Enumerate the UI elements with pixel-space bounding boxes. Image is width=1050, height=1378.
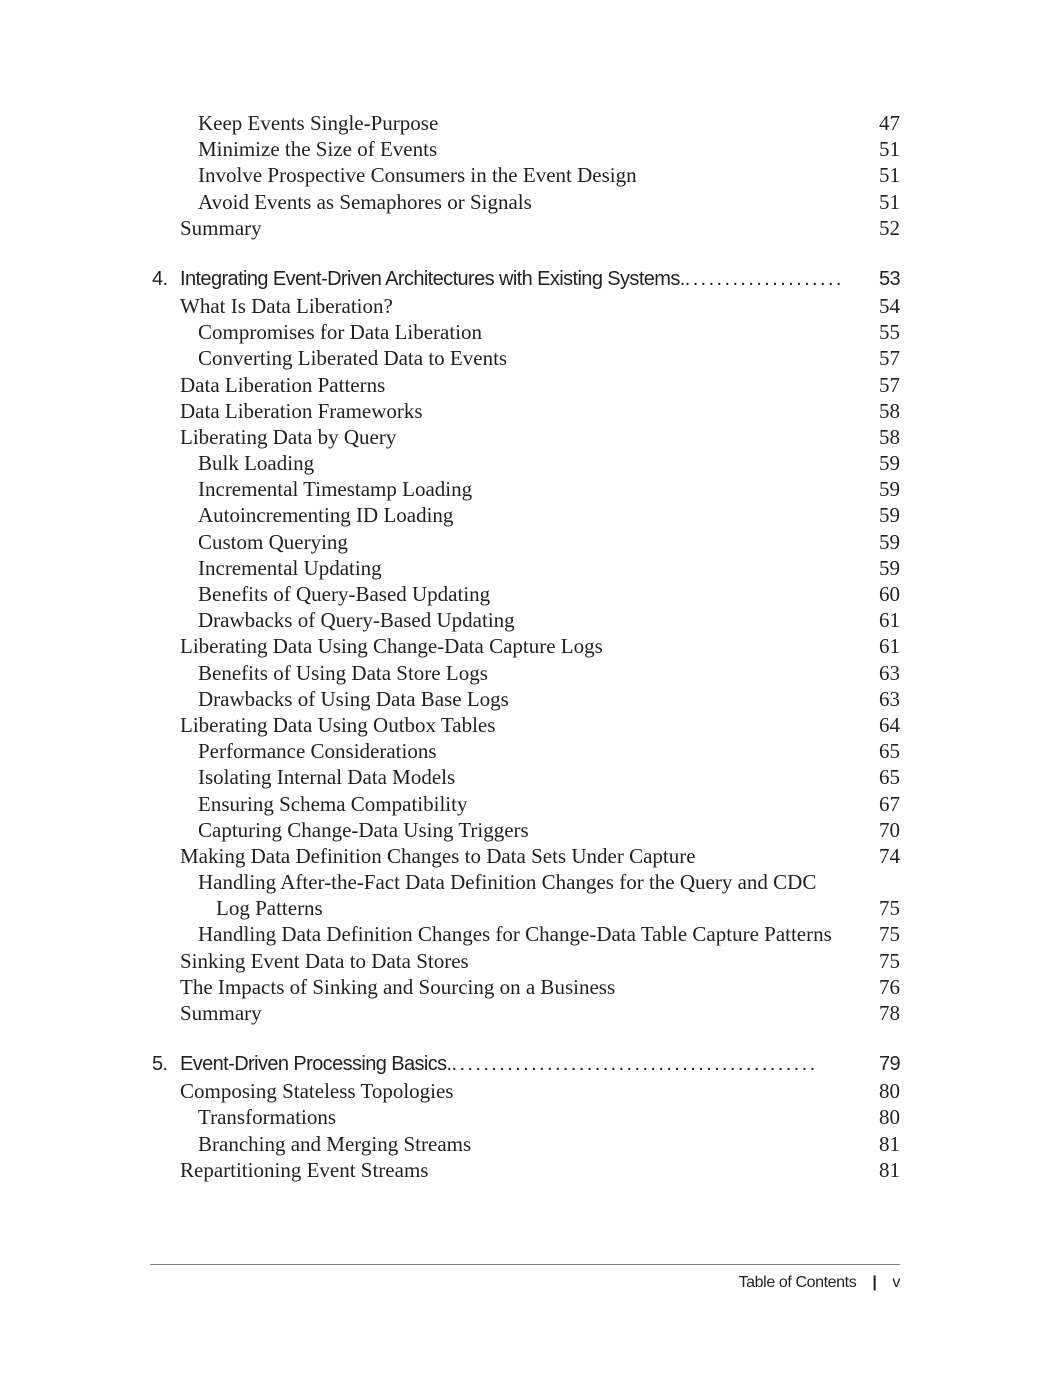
chapter-title-text: Integrating Event-Driven Architectures with Existing Systems. [180, 267, 685, 290]
toc-subsection-entry[interactable] [150, 581, 900, 607]
chapter-title [180, 265, 864, 293]
toc-entry-title [198, 581, 490, 607]
toc-entry-title [180, 712, 495, 738]
toc-entry-title [180, 1078, 453, 1104]
toc-entry-title-text: Isolating Internal Data Models [198, 765, 456, 790]
chapter-dot-leader: .................... [684, 267, 844, 290]
toc-chapter-block [150, 265, 900, 1026]
toc-entry-title [198, 319, 482, 345]
toc-entry-title-text: Ensuring Schema Compatibility [198, 791, 468, 816]
toc-entry-title-text: Capturing Change-Data Using Triggers [198, 817, 529, 842]
toc-entry-page-number: 47 [879, 111, 900, 135]
toc-entry-title [198, 921, 832, 947]
toc-entry-title-text: Benefits of Query-Based Updating [198, 582, 491, 606]
toc-entry-page-number: 58 [879, 424, 900, 449]
toc-entry-title-text: The Impacts of Sinking and Sourcing on a Business [180, 974, 616, 999]
toc-entry-page-number: 76 [879, 974, 900, 999]
toc-subsection-entry[interactable] [150, 162, 900, 188]
toc-subsection-entry[interactable] [150, 607, 900, 633]
toc-section-entry[interactable] [150, 1000, 900, 1026]
toc-entry-title [198, 555, 382, 581]
toc-entry-page-number: 51 [879, 189, 900, 214]
toc-entry-title-text: Branching and Merging Streams [198, 1131, 472, 1156]
toc-entry-title [198, 764, 455, 790]
toc-entry-title [180, 1157, 428, 1183]
toc-entry-page-number: 57 [879, 346, 900, 371]
toc-continued-entries [150, 110, 900, 241]
toc-section-entry[interactable] [150, 424, 900, 450]
toc-entry-page-number: 61 [879, 608, 900, 633]
toc-entry-title [198, 660, 488, 686]
toc-entry-title [198, 136, 437, 162]
toc-entry-title-text: Data Liberation Patterns [180, 372, 386, 397]
toc-entry-title-text: Data Liberation Frameworks [180, 398, 423, 423]
toc-section-entry[interactable] [150, 974, 900, 1000]
toc-entry-title-text: Drawbacks of Query-Based Updating [198, 608, 515, 633]
toc-entry-title-text: Sinking Event Data to Data Stores [180, 948, 469, 973]
toc-entry-page-number: 52 [879, 215, 900, 240]
toc-entry-page-number: 59 [879, 529, 900, 554]
toc-entry-title [198, 110, 438, 136]
toc-section-entry[interactable] [150, 398, 900, 424]
toc-entry-title [198, 791, 467, 817]
toc-entry-title-text: Drawbacks of Using Data Base Logs [198, 686, 509, 711]
toc-entry-title [180, 372, 385, 398]
toc-entry-title-text: Autoincrementing ID Loading [198, 503, 454, 528]
toc-entry-title-text: Incremental Updating [198, 555, 382, 580]
toc-entry-title [198, 817, 529, 843]
page-footer [739, 1271, 900, 1295]
toc-entry-title [198, 189, 532, 215]
toc-entry-title-text: Performance Considerations [198, 739, 437, 764]
toc-entry-title [198, 869, 816, 921]
toc-entry-title-text: What Is Data Liberation? [180, 293, 393, 318]
toc-entry-page-number: 51 [879, 137, 900, 162]
chapter-dot-leader: .............................................. [451, 1053, 818, 1076]
toc-entry-title-text: Incremental Timestamp Loading [198, 477, 473, 502]
toc-subsection-entry[interactable] [150, 476, 900, 502]
toc-entry-title-text: Making Data Definition Changes to Data Sets Under Capture [180, 843, 696, 868]
toc-entry-title-text: Custom Querying [198, 529, 348, 554]
toc-entry-page-number: 81 [879, 1131, 900, 1156]
toc-subsection-entry[interactable] [150, 319, 900, 345]
toc-entry-page-number: 67 [879, 791, 900, 816]
footer-separator: | [872, 1274, 877, 1291]
toc-section-entry[interactable] [150, 843, 900, 869]
toc-entry-title [198, 529, 348, 555]
toc-entry-title [180, 1000, 262, 1026]
toc-entry-page-number: 61 [879, 634, 900, 659]
toc-entry-title-text: Liberating Data Using Outbox Tables [180, 712, 496, 737]
toc-entry-page-number: 59 [879, 451, 900, 476]
toc-entry-page-number: 59 [879, 555, 900, 580]
toc-entry-title [198, 738, 437, 764]
toc-entry-title-text: Handling After-the-Fact Data Definition Changes for the Query and CDC [198, 870, 817, 895]
toc-entry-title-text: Summary [180, 215, 262, 240]
toc-entry-page-number: 57 [879, 372, 900, 397]
toc-entry-page-number: 51 [879, 163, 900, 188]
toc-entry-title [198, 1104, 336, 1130]
toc-entry-page-number: 75 [879, 948, 900, 973]
toc-entry-title-text: Keep Events Single-Purpose [198, 111, 439, 135]
toc-subsection-entry[interactable] [150, 869, 900, 921]
toc-section-entry[interactable] [150, 372, 900, 398]
toc-entry-title-text: Liberating Data Using Change-Data Capture Logs [180, 634, 603, 659]
toc-chapter-block [150, 1050, 900, 1183]
toc-entry-title [198, 162, 637, 188]
toc-entry-title [180, 293, 393, 319]
chapter-page-number: 53 [878, 267, 900, 290]
toc-entry-title [180, 633, 603, 659]
toc-section-entry[interactable] [150, 712, 900, 738]
toc-section-entry[interactable] [150, 215, 900, 241]
toc-subsection-entry[interactable] [150, 345, 900, 371]
toc-subsection-entry[interactable] [150, 686, 900, 712]
toc-entry-title-continuation: Log Patterns [216, 896, 323, 921]
toc-chapters [150, 265, 900, 1183]
toc-entry-page-number: 70 [879, 817, 900, 842]
toc-entry-title-text: Composing Stateless Topologies [180, 1079, 454, 1104]
toc-entry-title [198, 686, 509, 712]
toc-entry-title [180, 974, 615, 1000]
toc-entry-page-number: 75 [879, 922, 900, 947]
toc-entry-page-number: 59 [879, 503, 900, 528]
toc-entry-title [180, 215, 262, 241]
toc-subsection-entry[interactable] [150, 817, 900, 843]
toc-entry-title-text: Handling Data Definition Changes for Change-Data Table Capture Patterns [198, 922, 832, 947]
toc-section-entry[interactable] [150, 633, 900, 659]
toc-entry-title [198, 1131, 471, 1157]
footer-page-number: v [892, 1274, 900, 1291]
toc-entry-page-number: 65 [879, 765, 900, 790]
toc-entry-title-text: Minimize the Size of Events [198, 137, 438, 162]
toc-entry-page-number: 59 [879, 477, 900, 502]
toc-section-entry[interactable] [150, 293, 900, 319]
toc-entry-page-number: 60 [879, 582, 900, 606]
toc-entry-title-text: Involve Prospective Consumers in the Event Design [198, 163, 637, 188]
toc-entry-page-number: 80 [879, 1079, 900, 1104]
chapter-title-text: Event-Driven Processing Basics. [180, 1053, 452, 1076]
toc-subsection-entry[interactable] [150, 921, 900, 947]
toc-entry-title-text: Summary [180, 1001, 262, 1026]
toc-entry-title-text: Repartitioning Event Streams [180, 1157, 429, 1182]
toc-entry-page-number: 64 [879, 712, 900, 737]
toc-subsection-entry[interactable] [150, 791, 900, 817]
toc-entry-page-number: 54 [879, 293, 900, 318]
toc-entry-title [180, 843, 696, 869]
toc-entry-title [180, 948, 469, 974]
toc-entry-page-number: 78 [879, 1001, 900, 1026]
toc-subsection-entry[interactable] [150, 764, 900, 790]
toc-entry-page-number: 63 [879, 686, 900, 711]
toc-entry-title [198, 345, 507, 371]
toc-entry-title-text: Liberating Data by Query [180, 424, 397, 449]
chapter-number: 5. [152, 1053, 168, 1076]
toc-entry-title [198, 476, 472, 502]
toc-subsection-entry[interactable] [150, 189, 900, 215]
toc-section-entry[interactable] [150, 1157, 900, 1183]
toc-subsection-entry[interactable] [150, 136, 900, 162]
toc-subsection-entry[interactable] [150, 738, 900, 764]
toc-subsection-entry[interactable] [150, 1131, 900, 1157]
toc-entry-title [198, 607, 515, 633]
toc-entry-title [198, 502, 453, 528]
toc-subsection-entry[interactable] [150, 450, 900, 476]
toc-chapter-heading[interactable] [150, 265, 900, 293]
toc-subsection-entry[interactable] [150, 1104, 900, 1130]
toc-entry-title-text: Avoid Events as Semaphores or Signals [198, 189, 532, 214]
toc-section-entry[interactable] [150, 1078, 900, 1104]
toc-entry-page-number: 58 [879, 398, 900, 423]
footer-divider [150, 1264, 900, 1265]
toc-entry-page-number: 65 [879, 739, 900, 764]
toc-entry-title-text: Converting Liberated Data to Events [198, 346, 508, 371]
toc-entry-page-number: 55 [879, 320, 900, 345]
footer-section-label: Table of Contents [738, 1274, 857, 1291]
toc-section-entry[interactable] [150, 948, 900, 974]
chapter-page-number: 79 [878, 1053, 900, 1076]
table-of-contents [150, 110, 900, 1183]
toc-entry-title-text: Benefits of Using Data Store Logs [198, 660, 488, 685]
toc-entry-page-number: 63 [879, 660, 900, 685]
toc-subsection-entry[interactable] [150, 660, 900, 686]
toc-entry-title-text: Bulk Loading [198, 451, 315, 476]
toc-entry-page-number: 74 [879, 843, 900, 868]
toc-entry-title [198, 450, 314, 476]
toc-entry-title-text: Transformations [198, 1105, 337, 1130]
toc-entry-page-number: 81 [879, 1157, 900, 1182]
chapter-number: 4. [152, 267, 168, 290]
toc-chapter-heading[interactable] [150, 1050, 900, 1078]
toc-entry-page-number: 75 [879, 896, 900, 921]
toc-subsection-entry[interactable] [150, 529, 900, 555]
toc-entry-title-text: Compromises for Data Liberation [198, 320, 483, 345]
toc-entry-title [180, 424, 396, 450]
toc-entry-title [180, 398, 423, 424]
toc-subsection-entry[interactable] [150, 110, 900, 136]
toc-subsection-entry[interactable] [150, 555, 900, 581]
chapter-title [180, 1050, 864, 1078]
toc-subsection-entry[interactable] [150, 502, 900, 528]
toc-entry-page-number: 80 [879, 1105, 900, 1130]
